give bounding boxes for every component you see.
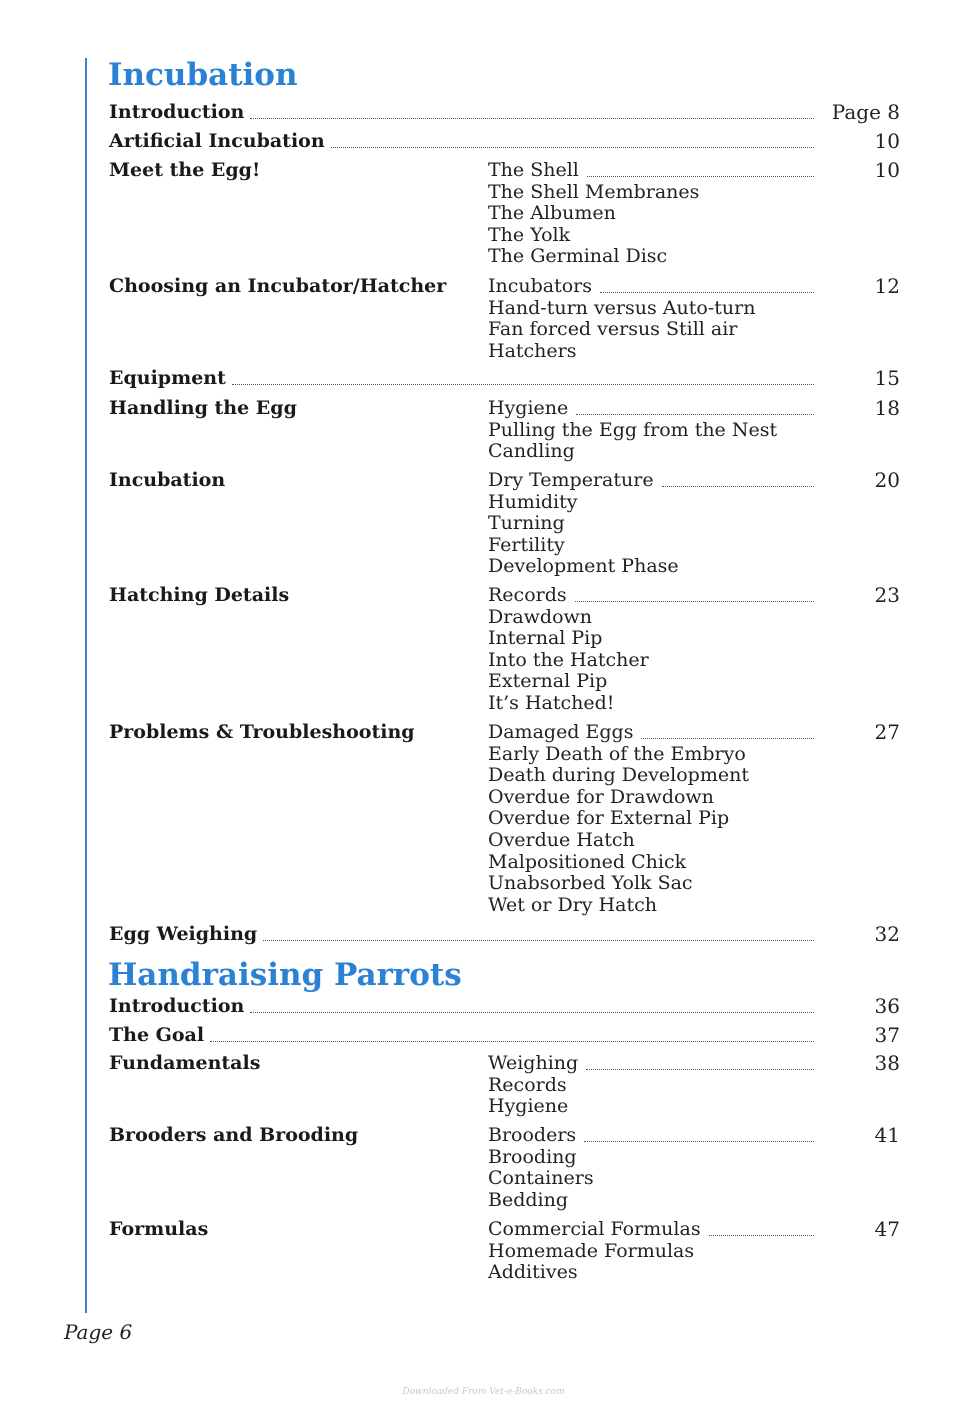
dot-leader xyxy=(250,1012,814,1013)
toc-entry-artificial-incubation: Artificial Incubation xyxy=(109,130,325,152)
toc-subentry: Overdue for External Pip xyxy=(488,807,730,830)
margin-rule xyxy=(85,58,87,1313)
toc-page-number: 12 xyxy=(874,274,900,298)
section-title-handraising-parrots: Handraising Parrots xyxy=(108,957,462,993)
toc-subentry: Containers xyxy=(488,1167,594,1190)
watermark: Downloaded From Vet-e-Books.com xyxy=(402,1387,565,1397)
section-title-incubation: Incubation xyxy=(108,57,298,93)
dot-leader xyxy=(586,1069,814,1070)
toc-entry-the-goal: The Goal xyxy=(109,1024,205,1046)
toc-subentry: Bedding xyxy=(488,1188,569,1211)
toc-subentry: Pulling the Egg from the Nest xyxy=(488,418,778,441)
toc-page-number: 10 xyxy=(874,129,900,153)
toc-subentry: Brooding xyxy=(488,1145,577,1168)
toc-page-number: 20 xyxy=(874,468,900,492)
toc-subentry: The Yolk xyxy=(488,223,571,246)
dot-leader xyxy=(263,940,814,941)
toc-subentry: Homemade Formulas xyxy=(488,1239,695,1262)
toc-subentry: Turning xyxy=(488,512,565,535)
toc-subentry: Weighing xyxy=(488,1052,579,1074)
toc-subentry: Overdue Hatch xyxy=(488,829,635,851)
toc-entry-brooders-and-brooding: Brooders and Brooding xyxy=(109,1124,359,1146)
toc-page-number: 18 xyxy=(874,396,900,420)
toc-subentry: Malpositioned Chick xyxy=(488,850,687,873)
dot-leader xyxy=(662,486,814,487)
toc-page-number: 27 xyxy=(874,720,900,744)
dot-leader xyxy=(232,384,814,385)
toc-subentry: Fertility xyxy=(488,533,565,556)
toc-page-number: 36 xyxy=(874,994,900,1018)
toc-subentry: Damaged Eggs xyxy=(488,721,634,743)
dot-leader xyxy=(709,1235,814,1236)
dot-leader xyxy=(576,414,814,415)
dot-leader xyxy=(250,118,814,119)
toc-entry-handling-the-egg: Handling the Egg xyxy=(109,397,297,419)
toc-subentry: Unabsorbed Yolk Sac xyxy=(488,872,693,895)
toc-entry-equipment: Equipment xyxy=(109,367,226,389)
toc-subentry: External Pip xyxy=(488,670,608,693)
toc-entry-formulas: Formulas xyxy=(109,1218,209,1240)
toc-page-number: 15 xyxy=(874,366,900,390)
toc-subentry: The Shell xyxy=(488,159,579,181)
toc-subentry: Hand-turn versus Auto-turn xyxy=(488,296,756,319)
page-number: Page 6 xyxy=(64,1320,133,1344)
toc-subentry: Humidity xyxy=(488,490,578,513)
dot-leader xyxy=(641,738,814,739)
toc-page-number: 47 xyxy=(874,1217,900,1241)
toc-subentry: Into the Hatcher xyxy=(488,648,649,671)
toc-page-number: 23 xyxy=(874,583,900,607)
toc-page-number: 32 xyxy=(874,922,900,946)
toc-subentry: Drawdown xyxy=(488,605,593,628)
toc-subentry: Development Phase xyxy=(488,555,679,578)
toc-entry-egg-weighing: Egg Weighing xyxy=(109,923,258,945)
toc-subentry: Candling xyxy=(488,440,575,463)
toc-subentry: Death during Development xyxy=(488,764,749,787)
toc-page-number: 38 xyxy=(874,1051,900,1075)
toc-subentry: Overdue for Drawdown xyxy=(488,785,714,808)
dot-leader xyxy=(575,601,814,602)
dot-leader xyxy=(331,147,814,148)
toc-entry-introduction: Introduction xyxy=(109,101,245,123)
toc-subentry: Hygiene xyxy=(488,397,569,419)
toc-entry-introduction: Introduction xyxy=(109,995,245,1017)
toc-subentry: Early Death of the Embryo xyxy=(488,742,746,765)
toc-page-number: 37 xyxy=(874,1023,900,1047)
toc-page-number: Page 8 xyxy=(831,100,900,124)
toc-subentry: Hygiene xyxy=(488,1095,569,1118)
toc-subentry: Fan forced versus Still air xyxy=(488,318,738,341)
toc-entry-hatching-details: Hatching Details xyxy=(109,584,290,606)
toc-subentry: The Albumen xyxy=(488,202,616,225)
toc-subentry: Wet or Dry Hatch xyxy=(488,893,657,916)
toc-subentry: Brooders xyxy=(488,1124,577,1146)
toc-subentry: The Shell Membranes xyxy=(488,180,700,203)
toc-subentry: Records xyxy=(488,584,567,606)
toc-subentry: The Germinal Disc xyxy=(488,245,668,268)
toc-page-number: 41 xyxy=(874,1123,900,1147)
toc-subentry: Commercial Formulas xyxy=(488,1218,701,1240)
toc-entry-fundamentals: Fundamentals xyxy=(109,1052,261,1074)
dot-leader xyxy=(587,176,814,177)
toc-subentry: Dry Temperature xyxy=(488,469,654,491)
toc-entry-incubation: Incubation xyxy=(109,469,226,491)
dot-leader xyxy=(584,1141,814,1142)
toc-subentry: Internal Pip xyxy=(488,627,603,650)
toc-entry-problems-troubleshooting: Problems & Troubleshooting xyxy=(109,721,415,743)
dot-leader xyxy=(210,1041,814,1042)
toc-page-number: 10 xyxy=(874,158,900,182)
toc-subentry: Additives xyxy=(488,1261,578,1284)
toc-entry-meet-the-egg: Meet the Egg! xyxy=(109,159,261,181)
toc-subentry: Incubators xyxy=(488,275,593,297)
toc-subentry: It’s Hatched! xyxy=(488,692,615,714)
toc-subentry: Hatchers xyxy=(488,339,577,362)
dot-leader xyxy=(600,292,814,293)
toc-subentry: Records xyxy=(488,1073,567,1096)
toc-entry-choosing-an-incubator-hatcher: Choosing an Incubator/Hatcher xyxy=(109,275,447,297)
